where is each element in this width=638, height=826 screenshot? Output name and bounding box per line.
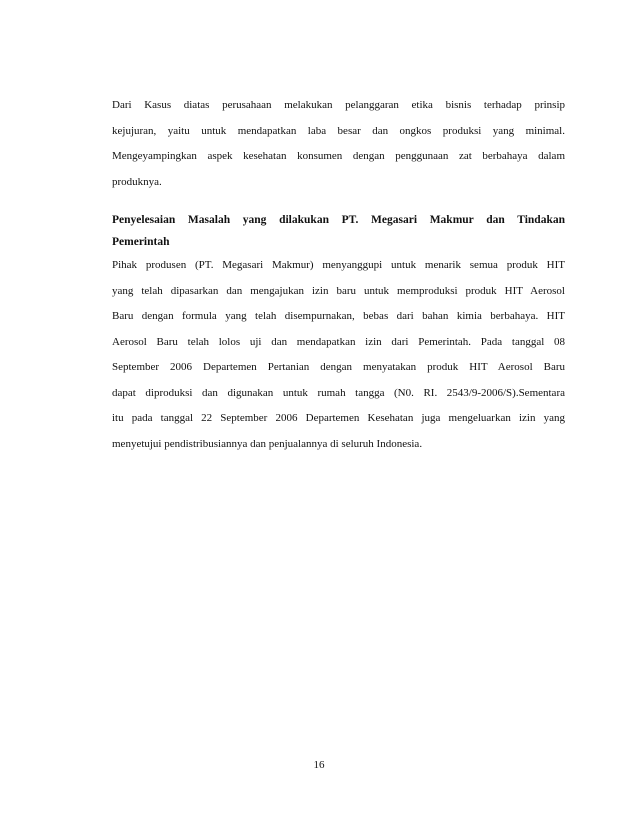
text-line: Dari Kasus diatas perusahaan melakukan pelanggaran etika bisnis terhadap prinsip	[112, 99, 565, 111]
heading-line: Pemerintah	[112, 236, 170, 248]
text-line: Mengeyampingkan aspek kesehatan konsumen dengan penggunaan zat berbahaya dalam	[112, 150, 565, 162]
section-heading	[112, 209, 565, 253]
paragraph-case-summary	[112, 93, 565, 195]
page-number: 16	[313, 759, 325, 771]
text-line: Aerosol Baru telah lolos uji dan mendapatkan izin dari Pemerintah. Pada tanggal 08	[112, 335, 565, 348]
text-line: itu pada tanggal 22 September 2006 Departemen Kesehatan juga mengeluarkan izin yang	[112, 412, 565, 424]
text-line: September 2006 Departemen Pertanian dengan menyatakan produk HIT Aerosol Baru	[112, 361, 565, 373]
text-line: menyetujui pendistribusiannya dan penjualannya di seluruh Indonesia.	[112, 437, 423, 450]
text-line: dapat diproduksi dan digunakan untuk rumah tangga (N0. RI. 2543/9-2006/S).Sementara	[112, 386, 565, 399]
text-line: yang telah dipasarkan dan mengajukan izin baru untuk memproduksi produk HIT Aerosol	[112, 284, 565, 297]
text-line: kejujuran, yaitu untuk mendapatkan laba besar dan ongkos produksi yang minimal.	[112, 124, 565, 137]
page-content	[112, 93, 565, 457]
paragraph-resolution	[112, 253, 565, 457]
text-line: produknya.	[112, 175, 162, 188]
heading-line: Penyelesaian Masalah yang dilakukan PT. Megasari Makmur dan Tindakan	[112, 214, 565, 226]
text-line: Baru dengan formula yang telah disempurnakan, bebas dari bahan kimia berbahaya. HIT	[112, 310, 565, 322]
text-line: Pihak produsen (PT. Megasari Makmur) menyanggupi untuk menarik semua produk HIT	[112, 259, 565, 271]
